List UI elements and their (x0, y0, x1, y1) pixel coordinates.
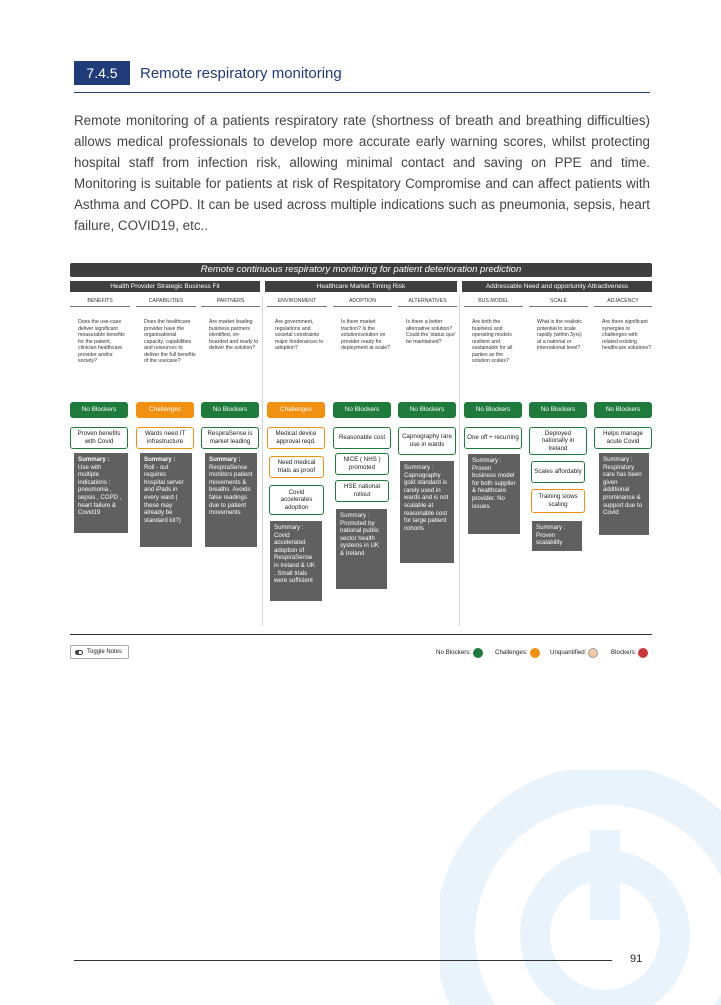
watermark-logo-icon (440, 770, 721, 1005)
summary-adjacency: Summary : Respiratory care has been given additional prominance & support due to Covid (599, 453, 649, 535)
heading-rule (74, 92, 650, 93)
group-separator (459, 296, 460, 626)
card-training-slows: Training slows scaling (531, 489, 585, 513)
card-one-off-recurring: One off + recurring (464, 427, 522, 449)
summary-bus-model: Summary : Proven business model for both supplier & healthcare provider. No issues. (468, 454, 520, 534)
question-capabilities: Does the healthcare provider have the organisational capacity, capabilities and resources to deliver the full benefits of the usecase? (144, 319, 196, 364)
card-scales-affordably: Scales affordably (531, 461, 585, 483)
summary-alternatives: Summary : Capnography gold standard is rarely used in wards and is not scalable at reasonable cost for large patient cohorts (400, 461, 454, 563)
legend-unquantified (550, 647, 598, 658)
green-dot-icon (473, 648, 483, 658)
matrix-banner: Remote continuous respiratory monitoring for patient deterioration prediction (70, 263, 652, 277)
summary-adoption: Summary : Promoted by national public sector health systems in UK & Ireland (336, 509, 387, 589)
summary-title: Summary : (144, 456, 176, 463)
page-number: 91 (630, 953, 643, 965)
question-partners: Are market leading business partners identified, on-boarded and ready to deliver the solution? (209, 319, 259, 351)
section-heading (74, 61, 342, 85)
column-header-adjacency: ADJACENCY (594, 296, 652, 307)
matrix-bottom-rule (70, 634, 652, 635)
status-adjacency: No Blockers (594, 402, 652, 418)
card-medical-trials: Need medical trials as proof (269, 456, 324, 478)
question-bus-model: Are both the business and operating models resilient and sustainable for all parties as the solution scales? (472, 319, 513, 364)
intro-paragraph: Remote monitoring of a patients respiratory rate (shortness of breath and breathing difficulties) allows medical professionals to develop more accurate early warning scores, whilst protecting hospital staff from infection risk, allowing minimal contact and saving on PPE and time. Monitoring is suitable for patients at risk of Respitatory Compromise and can affect patients with Asthma and COPD. It can be used across multiple indications such as pneumonia, sepsis, heart failure, COVID19, etc.. (74, 113, 650, 233)
card-helps-acute-covid: Helps manage acute Covid (594, 427, 652, 449)
legend-label: Challenges: (495, 649, 528, 656)
status-partners: No Blockers (201, 402, 259, 418)
status-adoption: No Blockers (333, 402, 391, 418)
legend-no-blockers (436, 647, 483, 658)
column-header-benefits: BENEFITS (70, 296, 130, 307)
red-dot-icon (638, 648, 648, 658)
question-adjacency: Are there significant synergies or challenges with related existing healthcare solutions? (602, 319, 652, 351)
summary-environment: Summary : Covid accelerated adoption of RespiraSense in Ireland & UK . Small trials were sufficient (270, 521, 322, 601)
column-header-capabilities: CAPABILITIES (136, 296, 196, 307)
peach-dot-icon (588, 648, 598, 658)
legend-label: Blockers: (611, 649, 637, 656)
section-number: 7.4.5 (74, 61, 130, 85)
card-wards-need-it: Wards need IT infrastructure (136, 427, 194, 449)
group-header-market-timing: Healthcare Market Timing Risk (265, 281, 457, 292)
orange-dot-icon (530, 648, 540, 658)
legend-blockers (611, 647, 648, 658)
question-scale: What is the realistic potential to scale rapidly (within 3yrs) at a national or international level? (537, 319, 582, 351)
legend-label: Unquantified: (550, 649, 587, 656)
group-separator (262, 296, 263, 626)
summary-title: Summary : (78, 456, 110, 463)
footer-rule (74, 960, 612, 961)
legend-label: No Blockers: (436, 649, 472, 656)
section-title: Remote respiratory monitoring (140, 64, 342, 82)
card-covid-accelerates: Covid accelerates adoption (269, 485, 324, 515)
card-nice-promoted: NICE ( NHS ) promoted (335, 453, 389, 475)
column-header-scale: SCALE (529, 296, 588, 307)
summary-text: Use with multiple indications : pneumonia , sepsis , COPD , heart failure & Covid19 (78, 463, 122, 517)
summary-title: Summary : (209, 456, 241, 463)
summary-capabilities (140, 453, 192, 547)
status-capabilities: Challenges (136, 402, 194, 418)
status-bus-model: No Blockers (464, 402, 522, 418)
question-benefits: Does the use-case deliver significant measurable benefits for the patient, clinician healthcare provider and/or society? (78, 319, 125, 364)
group-header-opportunity: Addressable Need and opportunity Attractiveness (462, 281, 652, 292)
summary-partners (205, 453, 257, 547)
column-header-adoption: ADOPTION (333, 296, 392, 307)
toggle-icon (75, 650, 83, 655)
card-reasonable-cost: Reasonable cost (333, 427, 391, 449)
question-alternatives: Is there a better alternative solution? Could the 'status quo' be maintained? (406, 319, 456, 345)
card-proven-benefits: Proven benefits with Covid (70, 427, 128, 449)
card-capnography-rare: Capnography rare use in wards (398, 427, 456, 455)
status-scale: No Blockers (529, 402, 587, 418)
question-environment: Are government, regulations and societal constraints major hinderances to adoption? (275, 319, 324, 351)
toggle-notes-label: Toggle Notes (87, 649, 123, 655)
status-benefits: No Blockers (70, 402, 128, 418)
group-header-strategic-fit: Health Provider Strategic Business Fit (70, 281, 260, 292)
column-header-bus-model: BUS.MODEL (464, 296, 523, 307)
status-alternatives: No Blockers (398, 402, 456, 418)
card-device-approval: Medical device approval reqd. (267, 427, 325, 449)
column-header-alternatives: ALTERNATIVES (398, 296, 457, 307)
card-deployed-ireland: Deployed nationally in Ireland (529, 427, 587, 455)
summary-text: RespiraSense monitors patient movements & breaths. Avoids false readings due to patient movements (209, 463, 253, 517)
card-hse-rollout: HSE national rollout (335, 480, 389, 502)
question-adoption: Is there market traction? Is the solution/solution on provider ready for deployment at scale? (341, 319, 391, 351)
summary-scale: Summary : Proven scalability (532, 521, 582, 551)
column-header-partners: PARTNERS (201, 296, 260, 307)
column-header-environment: ENVIRONMENT (267, 296, 327, 307)
legend-challenges (495, 647, 540, 658)
card-respirasense-leading: RespiraSense is market leading (201, 427, 259, 449)
summary-benefits (74, 453, 128, 533)
summary-text: Roll - out requires hospital server and iPads in every ward ( these may already be standard kit?) (144, 463, 184, 524)
status-environment: Challenges (267, 402, 325, 418)
toggle-notes-button[interactable] (70, 645, 129, 659)
